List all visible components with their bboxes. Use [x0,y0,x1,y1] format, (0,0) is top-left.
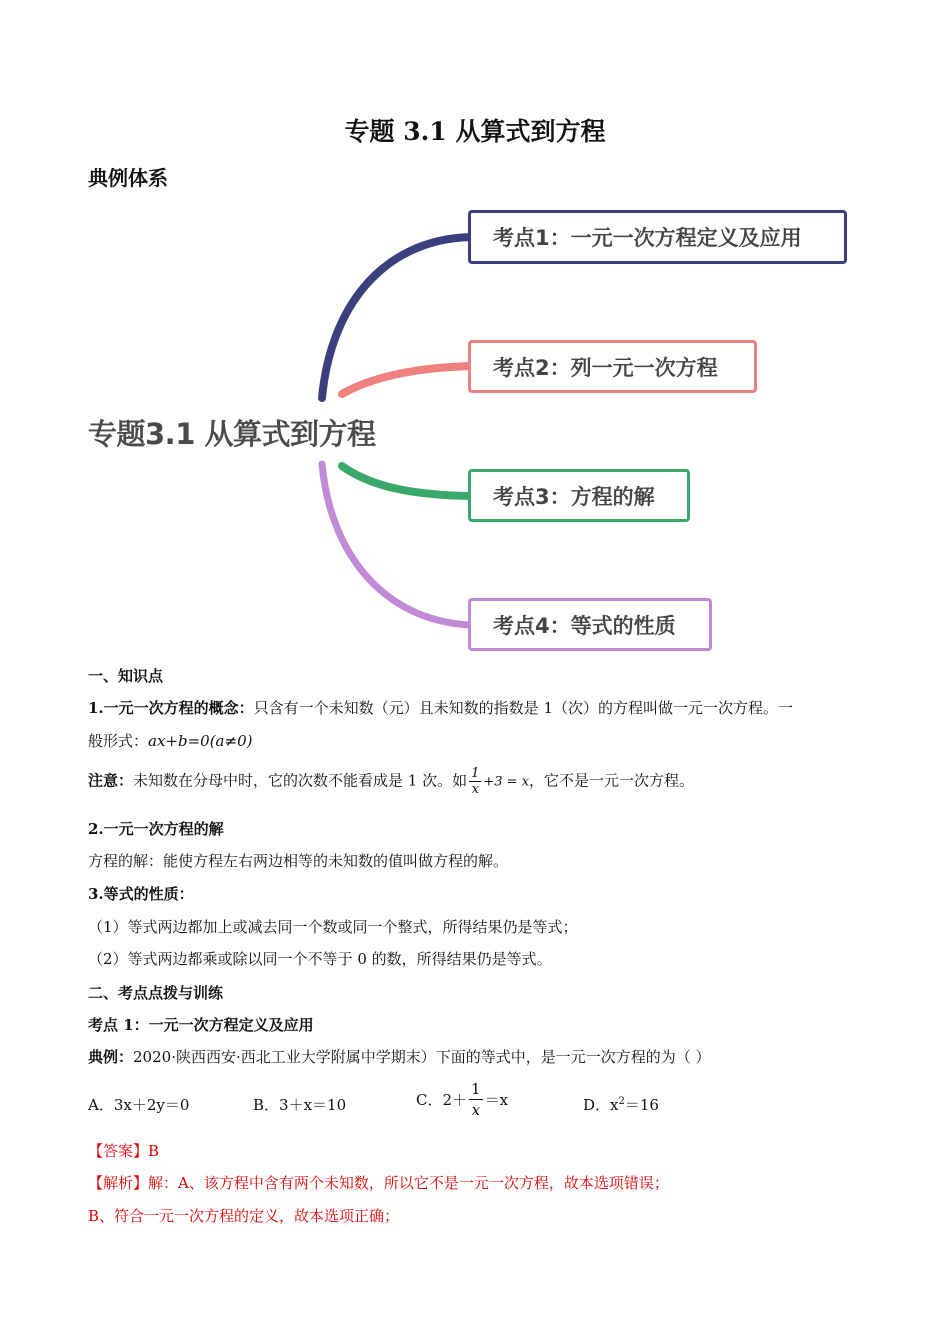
option-c-prefix: C．2＋ [416,1091,468,1109]
note-paragraph [88,766,694,797]
connector-3 [342,466,470,496]
connector-2 [342,366,470,394]
general-form [88,731,252,751]
option-a: A．3x＋2y＝0 [88,1096,190,1114]
note-label: 注意： [88,771,134,790]
note-fraction-denominator: x [471,782,479,797]
part1-heading: 一、知识点 [88,667,164,685]
analysis-label: 【解析】 [88,1174,149,1192]
properties-heading: 3.等式的性质： [88,885,194,903]
solution-heading: 2.一元一次方程的解 [88,820,224,838]
concept-label: 1.一元一次方程的概念： [88,699,254,717]
property-2: （2）等式两边都乘或除以同一个不等于 0 的数，所得结果仍是等式。 [88,950,552,968]
mind-map-node-4: 考点4：等式的性质 [468,598,712,651]
option-d-suffix: ＝16 [624,1096,659,1114]
mind-map-node-3: 考点3：方程的解 [468,469,690,522]
mind-map-node-1: 考点1：一元一次方程定义及应用 [468,210,847,264]
analysis-text: 解：A、该方程中含有两个未知数，所以它不是一元一次方程，故本选项错误； [148,1174,669,1192]
page-title: 专题 3.1 从算式到方程 [344,117,606,146]
section-heading: 典例体系 [88,166,168,190]
option-c-suffix: ＝x [484,1091,509,1109]
property-1: （1）等式两边都加上或减去同一个数或同一个整式，所得结果仍是等式； [88,918,578,936]
mind-map-center: 专题3.1 从算式到方程 [88,417,376,451]
option-d-exponent: 2 [618,1096,625,1107]
part2-heading: 二、考点点拨与训练 [88,984,224,1002]
general-form-formula: ax+b=0(a≠0) [148,732,253,750]
answer: 【答案】B [88,1142,160,1160]
note-fraction-numerator: 1 [471,766,480,781]
note-fraction-rest: +3 = x [483,774,530,790]
option-c-denominator: x [471,1101,481,1119]
concept-text: 只含有一个未知数（元）且未知数的指数是 1（次）的方程叫做一元一次方程。一 [253,699,793,717]
option-c-fraction [469,1079,483,1120]
example-label: 典例： [88,1048,134,1066]
option-c-numerator: 1 [471,1080,481,1098]
note-text: 未知数在分母中时，它的次数不能看成是 1 次。如 [133,771,468,790]
concept-paragraph [88,698,868,718]
note-fraction [469,766,481,797]
option-d [583,1094,659,1115]
option-d-prefix: D．x [583,1096,619,1114]
option-c [416,1079,508,1120]
general-form-prefix: 般形式： [88,732,149,750]
solution-text: 方程的解：能使方程左右两边相等的未知数的值叫做方程的解。 [88,852,509,870]
mind-map [80,200,870,660]
analysis-option-b: B、符合一元一次方程的定义，故本选项正确； [88,1207,400,1225]
analysis-paragraph [88,1173,669,1193]
mind-map-node-2: 考点2：列一元一次方程 [468,340,757,393]
option-b: B．3＋x＝10 [253,1096,347,1114]
example-question [88,1047,711,1067]
note-text-end: ，它不是一元一次方程。 [529,771,695,790]
key-point-1: 考点 1：一元一次方程定义及应用 [88,1016,314,1034]
example-text: 2020·陕西西安·西北工业大学附属中学期末）下面的等式中，是一元一次方程的为（ ） [133,1048,711,1066]
